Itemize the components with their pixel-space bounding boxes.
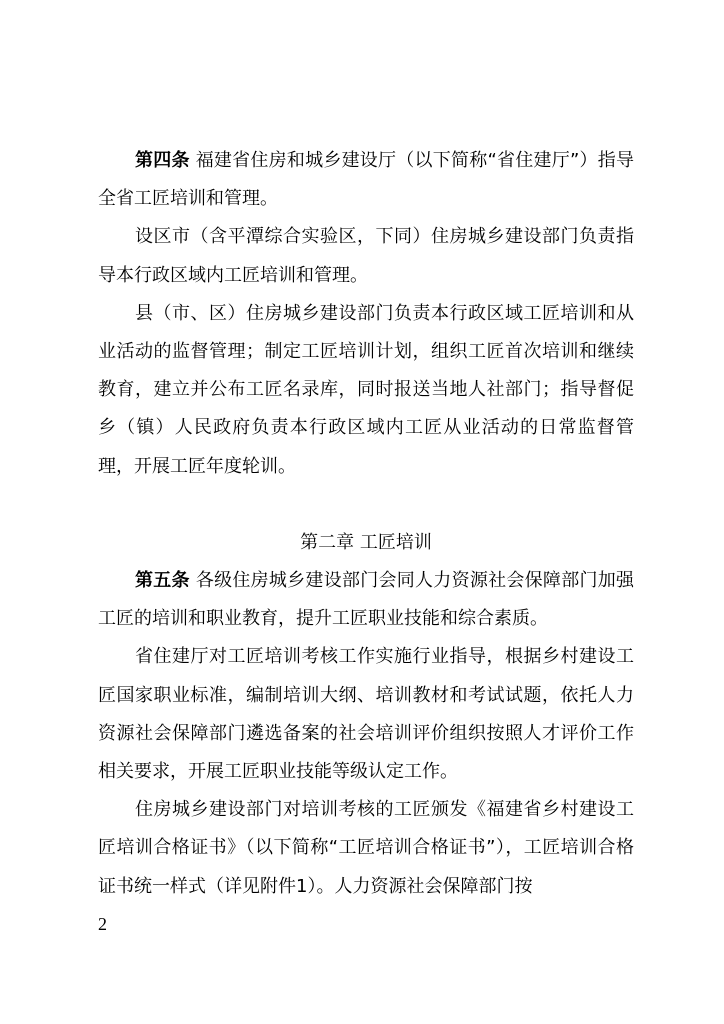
article-4-paragraph-1 — [98, 142, 634, 218]
page-number: 2 — [98, 914, 107, 934]
document-body — [98, 142, 634, 906]
article-4-label: 第四条 — [135, 150, 190, 171]
article-5-paragraph-2: 省住建厅对工匠培训考核工作实施行业指导，根据乡村建设工匠国家职业标准，编制培训大纲、培训教材和考试试题，依托人力资源社会保障部门遴选备案的社会培训评价组织按照人才评价工作相关要求，开展工匠职业技能等级认定工作。 — [98, 646, 634, 783]
article-4-paragraph-2: 设区市（含平潭综合实验区，下同）住房城乡建设部门负责指导本行政区域内工匠培训和管理。 — [98, 226, 634, 286]
article-5-paragraph-1 — [98, 562, 634, 638]
chapter-2-heading: 第二章 工匠培训 — [300, 531, 432, 553]
article-5-label: 第五条 — [135, 570, 190, 592]
article-5-paragraph-3: 住房城乡建设部门对培训考核的工匠颁发《福建省乡村建设工匠培训合格证书》（以下简称“工匠培训合格证书”），工匠培训合格证书统一样式（详见附件1）。人力资源社会保障部门按 — [98, 799, 634, 897]
article-4-paragraph-3: 县（市、区）住房城乡建设部门负责本行政区域工匠培训和从业活动的监督管理；制定工匠培训计划，组织工匠首次培训和继续教育，建立并公布工匠名录库，同时报送当地人社部门；指导督促乡（镇）人民政府负责本行政区域内工匠从业活动的日常监督管理，开展工匠年度轮训。 — [98, 302, 634, 477]
article-5-text-1: 各级住房城乡建设部门会同人力资源社会保障部门加强工匠的培训和职业教育，提升工匠职业技能和综合素质。 — [98, 570, 634, 630]
article-4-text-1: 福建省住房和城乡建设厅（以下简称“省住建厅”）指导全省工匠培训和管理。 — [98, 150, 635, 210]
